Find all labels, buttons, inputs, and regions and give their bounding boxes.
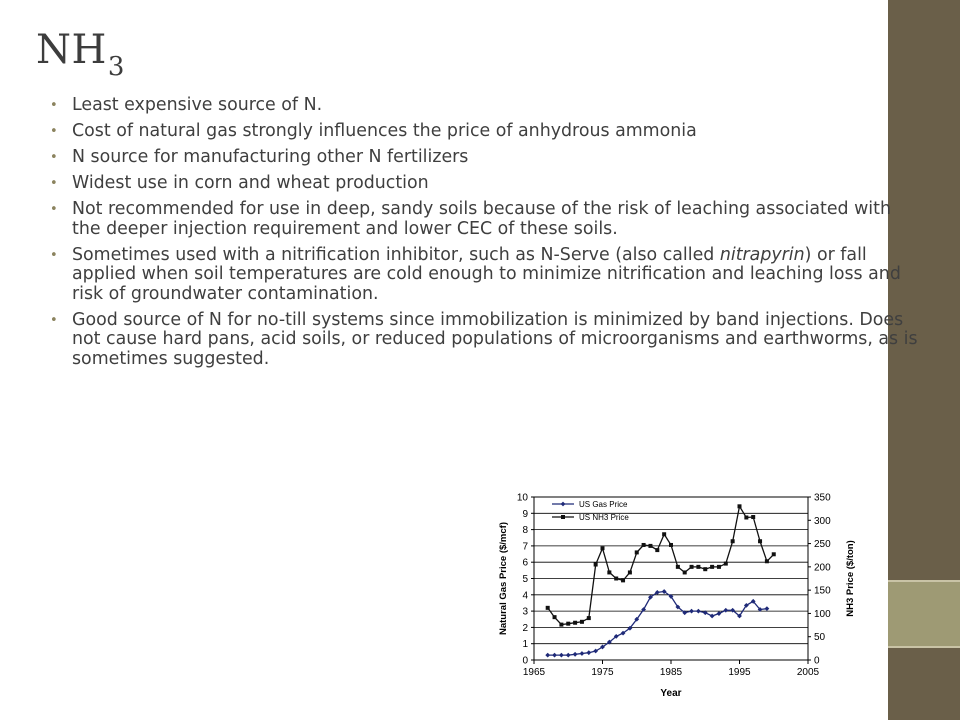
y-axis-left-ticks [517, 493, 534, 667]
data-point [621, 578, 625, 582]
y-tick-label: 7 [522, 541, 528, 553]
data-point [683, 570, 687, 574]
y-tick-label: 8 [522, 525, 528, 537]
data-point [710, 565, 714, 569]
data-point [546, 606, 550, 610]
data-point [607, 570, 611, 574]
y2-tick-label: 200 [814, 562, 831, 574]
y2-tick-label: 0 [814, 655, 820, 667]
y2-tick-label: 300 [814, 515, 831, 527]
y2-tick-label: 350 [814, 492, 831, 504]
x-axis-ticks [523, 660, 820, 678]
legend-marker [561, 502, 566, 507]
sidebar-divider [888, 580, 960, 582]
data-point [738, 504, 742, 508]
data-point [566, 622, 570, 626]
data-point [628, 570, 632, 574]
bullet-item: • Widest use in corn and wheat production [50, 174, 920, 194]
y2-tick-label: 150 [814, 585, 831, 597]
y-axis-right-label: NH3 Price ($/ton) [845, 540, 856, 617]
x-tick-label: 1995 [728, 667, 751, 678]
y-axis-right-ticks [808, 493, 831, 667]
data-point [648, 544, 652, 548]
data-point [662, 532, 666, 536]
x-tick-label: 2005 [796, 667, 820, 678]
x-tick-label: 1985 [659, 667, 683, 678]
data-point [696, 565, 700, 569]
y-tick-label: 5 [522, 574, 528, 585]
data-point [580, 620, 584, 624]
bullet-item [50, 246, 920, 305]
data-point [676, 565, 680, 569]
data-point [586, 650, 591, 655]
chart-svg [494, 485, 868, 707]
data-point [689, 609, 694, 614]
bullet-item: • Least expensive source of N. [50, 96, 920, 116]
data-point [724, 562, 728, 566]
y2-tick-label: 50 [814, 632, 826, 644]
bullet-item: • Cost of natural gas strongly influences the price of anhydrous ammonia [50, 122, 920, 142]
slide-title [36, 27, 125, 82]
legend-label: US NH3 Price [579, 513, 629, 522]
data-point [758, 539, 762, 543]
y2-tick-label: 250 [814, 539, 831, 551]
y-tick-label: 1 [522, 639, 528, 651]
title-subscript: 3 [107, 52, 125, 82]
price-chart [494, 485, 868, 707]
data-point [751, 515, 755, 519]
data-point [772, 552, 776, 556]
data-point [553, 615, 557, 619]
data-point [601, 546, 605, 550]
data-point [703, 567, 707, 571]
bullet-text: Sometimes used with a nitrification inhibitor, such as N-Serve (also called [72, 244, 720, 265]
chart-series-lines [548, 506, 774, 655]
y-tick-label: 3 [522, 606, 528, 618]
y-tick-label: 6 [522, 557, 528, 569]
data-point [566, 653, 571, 658]
data-point [580, 651, 585, 656]
data-point [717, 611, 722, 616]
data-point [655, 548, 659, 552]
y-axis-left-label: Natural Gas Price ($/mcf) [498, 522, 509, 635]
y-tick-label: 0 [522, 655, 528, 667]
data-point [573, 652, 578, 657]
data-point [710, 614, 715, 619]
data-point [594, 563, 598, 567]
data-point [731, 539, 735, 543]
x-axis-label: Year [660, 688, 682, 699]
y2-tick-label: 100 [814, 608, 831, 620]
chart-legend [552, 500, 629, 522]
sidebar-stripe [888, 580, 960, 648]
bullet-text-italic: nitrapyrin [719, 244, 805, 265]
legend-label: US Gas Price [579, 500, 628, 509]
data-point [573, 621, 577, 625]
data-point [717, 565, 721, 569]
data-point [614, 577, 618, 581]
x-tick-label: 1965 [522, 667, 546, 678]
data-point [559, 623, 563, 627]
data-point [690, 565, 694, 569]
y-tick-label: 4 [522, 590, 528, 602]
data-point [669, 543, 673, 547]
data-point [723, 608, 728, 613]
chart-series-markers [545, 504, 775, 657]
data-point [587, 616, 591, 620]
y-tick-label: 9 [522, 508, 528, 520]
data-point [696, 609, 701, 614]
series-line [548, 506, 774, 624]
data-point [559, 653, 564, 658]
title-main: NH [36, 27, 107, 73]
data-point [765, 606, 770, 611]
data-point [765, 559, 769, 563]
data-point [552, 653, 557, 658]
bullet-item: • N source for manufacturing other N fertilizers [50, 148, 920, 168]
legend-marker [561, 515, 565, 519]
x-tick-label: 1975 [591, 667, 614, 678]
y-tick-label: 2 [522, 622, 528, 634]
bullet-item: • Not recommended for use in deep, sandy soils because of the risk of leaching associated with the deeper injection requirement and lower CEC of these soils. [50, 200, 920, 239]
data-point [642, 543, 646, 547]
y-tick-label: 10 [516, 492, 528, 504]
sidebar-divider [888, 646, 960, 648]
bullet-list [50, 96, 920, 376]
bullet-item: • Good source of N for no-till systems since immobilization is minimized by band injections. Does not cause hard pans, acid soils, or reduced populations of microorganisms and earthworms, as is sometimes suggested. [50, 311, 920, 370]
data-point [744, 515, 748, 519]
data-point [635, 550, 639, 554]
bullet-text: ) or fall applied when soil temperatures are cold enough to minimize nitrification and leaching loss and risk of groundwater contamination. [72, 244, 901, 304]
data-point [545, 653, 550, 658]
